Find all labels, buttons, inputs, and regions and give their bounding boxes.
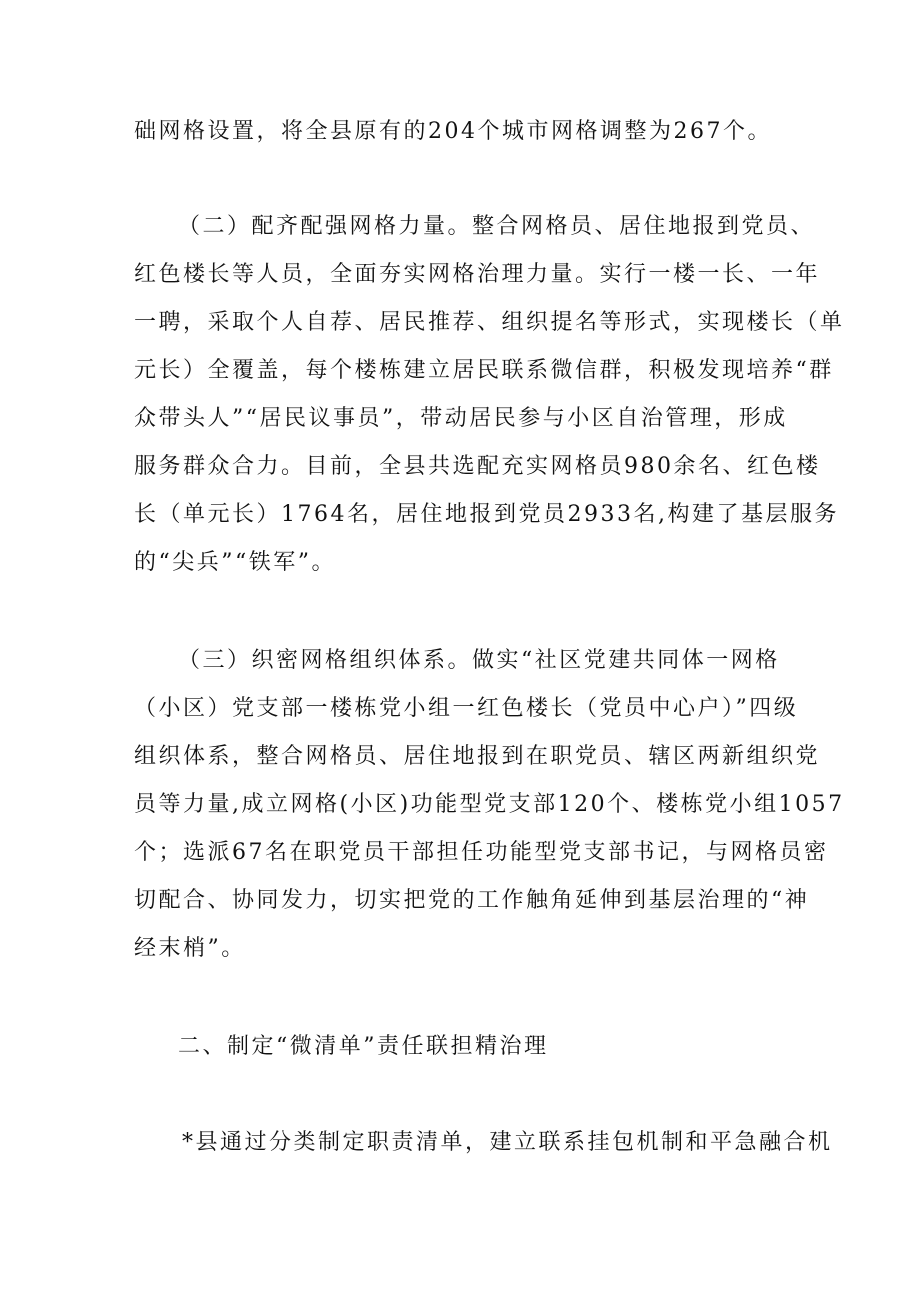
para2-line-4: 元长）全覆盖，每个楼栋建立居民联系微信群，积极发现培养“群	[134, 358, 834, 383]
para3-line-3: 组织体系，整合网格员、居住地报到在职党员、辖区两新组织党	[134, 744, 821, 769]
para2-line-1: （二）配齐配强网格力量。整合网格员、居住地报到党员、	[178, 214, 816, 239]
para1-line-1: 础网格设置，将全县原有的204个城市网格调整为267个。	[134, 119, 772, 144]
para3-line-4: 员等力量,成立网格(小区)功能型党支部120个、楼栋党小组1057	[134, 792, 845, 817]
para3-line-5: 个；选派67名在职党员干部担任功能型党支部书记，与网格员密	[134, 840, 829, 865]
para2-line-3: 一聘，采取个人自荐、居民推荐、组织提名等形式，实现楼长（单	[134, 310, 845, 335]
section-heading: 二、制定“微清单”责任联担精治理	[178, 1034, 549, 1059]
para2-line-7: 长（单元长）1764名，居住地报到党员2933名,构建了基层服务	[134, 502, 839, 527]
para3-line-1: （三）织密网格组织体系。做实“社区党建共同体一网格	[178, 648, 780, 673]
para2-line-5: 众带头人”“居民议事员”，带动居民参与小区自治管理，形成	[134, 406, 788, 431]
para2-line-8: 的“尖兵”“铁军”。	[134, 550, 336, 575]
para3-line-2: （小区）党支部一楼栋党小组一红色楼长（党员中心户）”四级	[134, 696, 799, 721]
para3-line-6: 切配合、协同发力，切实把党的工作触角延伸到基层治理的“神	[134, 888, 810, 913]
para3-line-7: 经末梢”。	[134, 936, 246, 961]
para4-line-1: *县通过分类制定职责清单，建立联系挂包机制和平急融合机	[182, 1130, 833, 1155]
para2-line-6: 服务群众合力。目前，全县共选配充实网格员980余名、红色楼	[134, 454, 821, 479]
para2-line-2: 红色楼长等人员，全面夯实网格治理力量。实行一楼一长、一年	[134, 262, 821, 287]
